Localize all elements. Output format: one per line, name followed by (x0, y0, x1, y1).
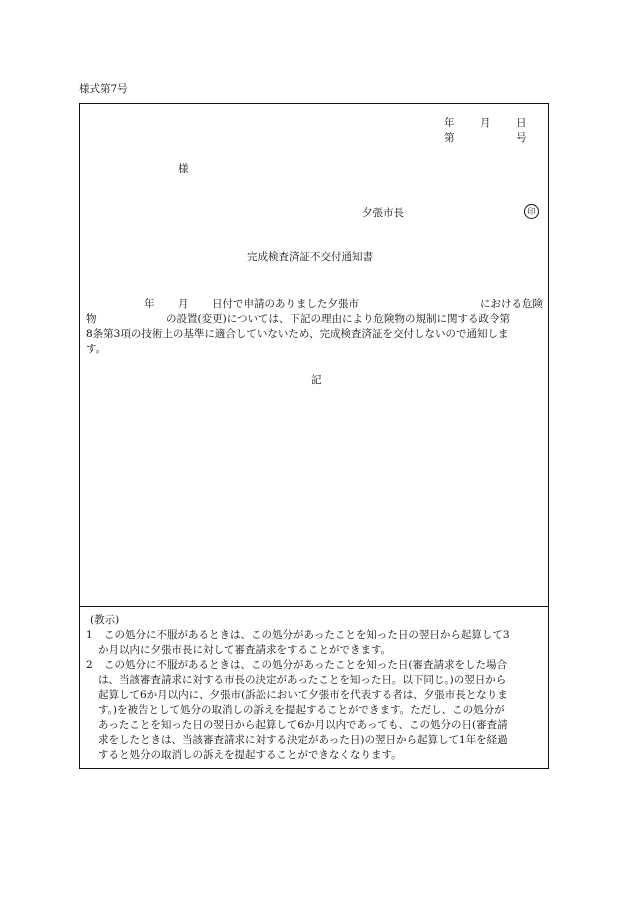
notice-item2-line4: す。)を被告として処分の取消しの訴えを提起することができます。ただし、この処分が (98, 704, 505, 716)
section-divider (80, 606, 548, 607)
body-year-label: 年 (144, 298, 155, 310)
date-day-label: 日 (516, 117, 527, 129)
doc-number-prefix: 第 (444, 132, 455, 144)
body-text-line4: す。 (86, 343, 107, 355)
notice-item2-line2: は、当該審査請求に対する市長の決定があったことを知った日。以下同じ。)の翌日から (98, 674, 507, 686)
body-month-label: 月 (178, 298, 189, 310)
addressee-suffix: 様 (178, 163, 189, 175)
notice-item2-number: 2 (86, 659, 93, 671)
notice-item1-line1: この処分に不服があるときは、この処分があったことを知った日の翌日から起算して3 (104, 629, 510, 641)
ki-heading: 記 (311, 374, 322, 386)
notice-item1-number: 1 (86, 629, 93, 641)
body-text-line2-start: 物 (86, 313, 97, 325)
body-text-line1: 日付で申請のありました夕張市 (212, 298, 359, 310)
date-month-label: 月 (480, 117, 491, 129)
doc-number-suffix: 号 (516, 132, 527, 144)
form-number: 様式第7号 (79, 83, 128, 95)
document-title: 完成検査済証不交付通知書 (247, 251, 373, 263)
notice-item2-line1: この処分に不服があるときは、この処分があったことを知った日(審査請求をした場合 (104, 659, 507, 671)
sender-title: 夕張市長 (362, 207, 404, 219)
notice-item2-line3: 起算して6か月以内に、夕張市(訴訟において夕張市を代表する者は、夕張市長となりま (98, 689, 508, 701)
notice-heading: (教示) (90, 614, 120, 626)
body-text-line3: 8条第3項の技術上の基準に適合していないため、完成検査済証を交付しないので通知しま (86, 328, 509, 340)
notice-item2-line5: あったことを知った日の翌日から起算して6か月以内であっても、この処分の日(審査請 (98, 719, 508, 731)
date-year-label: 年 (444, 117, 455, 129)
notice-frame (79, 103, 549, 769)
notice-item2-line7: すると処分の取消しの訴えを提起することができなくなります。 (98, 749, 402, 761)
seal-mark: 印 (524, 204, 539, 219)
body-text-line2: の設置(変更)については、下記の理由により危険物の規制に関する政令第 (166, 313, 510, 325)
notice-item2-line6: 求をしたときは、当該審査請求に対する決定があった日)の翌日から起算して1年を経過 (98, 734, 508, 746)
body-text-line1-end: における危険 (480, 298, 543, 310)
notice-item1-line2: か月以内に夕張市長に対して審査請求をすることができます。 (98, 644, 392, 656)
